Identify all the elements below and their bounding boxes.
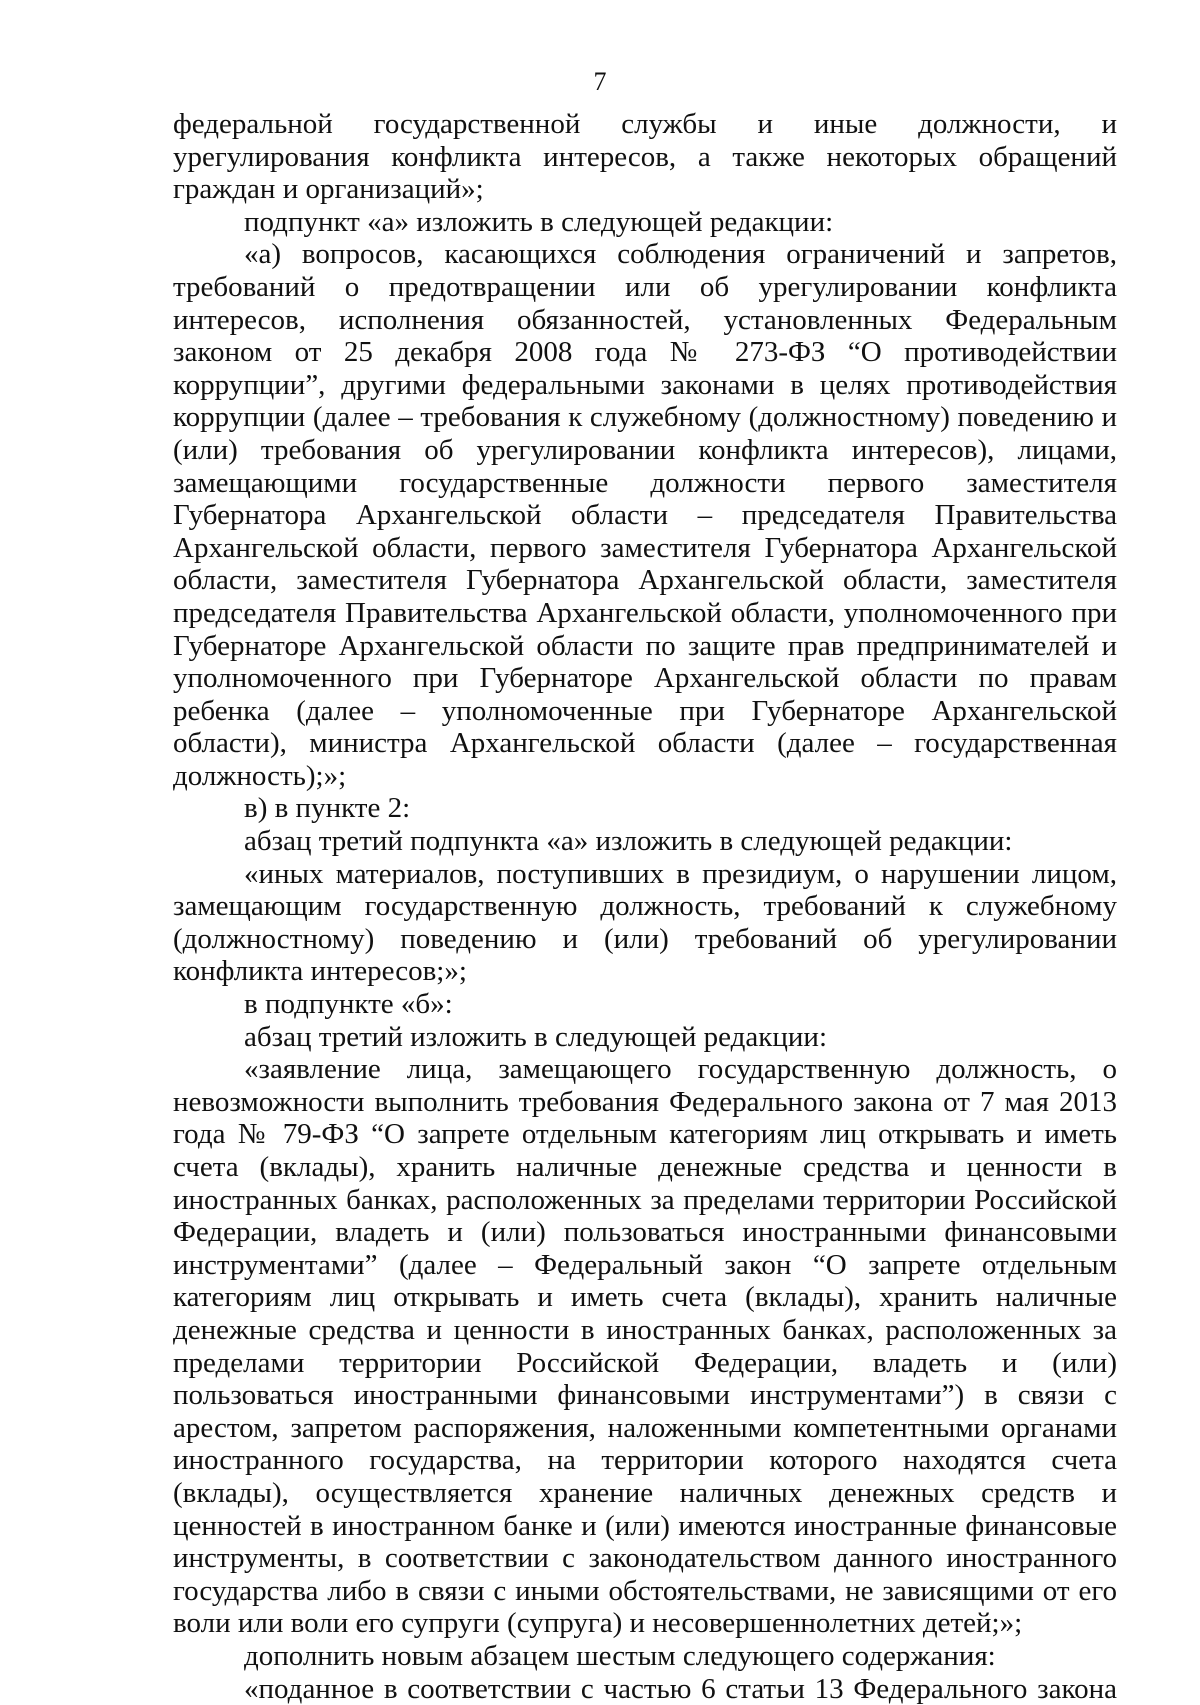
- paragraph-quoted-subitem-a: «а) вопросов, касающихся соблюдения ограничений и запретов, требований о предотвращении или об урегулировании конфликта интересов, исполнения обязанностей, установленных Федеральным законом от 25 декабря 2008 года № 273-ФЗ “О противодействии коррупции”, другими федеральными законами в целях противодействия коррупции (далее – требования к служебному (должностному) поведению и (или) требования об урегулировании конфликта интересов), лицами, замещающими государственные должности первого заместителя Губернатора Архангельской области – председателя Правительства Архангельской области, первого заместителя Губернатора Архангельской области, заместителя Губернатора Архангельской области, заместителя председателя Правительства Архангельской области, уполномоченного при Губернаторе Архангельской области по защите прав предпринимателей и уполномоченного при Губернаторе Архангельской области по правам ребенка (далее – уполномоченные при Губернаторе Архангельской области), министра Архангельской области (далее – государственная должность);»;: [173, 238, 1117, 792]
- paragraph-instruction: абзац третий подпункта «а» изложить в следующей редакции:: [173, 825, 1117, 858]
- paragraph-instruction: дополнить новым абзацем шестым следующего содержания:: [173, 1640, 1117, 1673]
- paragraph-instruction: в подпункте «б»:: [173, 988, 1117, 1021]
- paragraph-quoted-text: «заявление лица, замещающего государственную должность, о невозможности выполнить требования Федерального закона от 7 мая 2013 года № 79-ФЗ “О запрете отдельным категориям лиц открывать и иметь счета (вклады), хранить наличные денежные средства и ценности в иностранных банках, расположенных за пределами территории Российской Федерации, владеть и (или) пользоваться иностранными финансовыми инструментами” (далее – Федеральный закон “О запрете отдельным категориям лиц открывать и иметь счета (вклады), хранить наличные денежные средства и ценности в иностранных банках, расположенных за пределами территории Российской Федерации, владеть и (или) пользоваться иностранными финансовыми инструментами”) в связи с арестом, запретом распоряжения, наложенными компетентными органами иностранного государства, на территории которого находятся счета (вклады), осуществляется хранение наличных денежных средств и ценностей в иностранном банке и (или) имеются иностранные финансовые инструменты, в соответствии с законодательством данного иностранного государства либо в связи с иными обстоятельствами, не зависящими от его воли или воли его супруги (супруга) и несовершеннолетних детей;»;: [173, 1053, 1117, 1640]
- paragraph-instruction: абзац третий изложить в следующей редакции:: [173, 1021, 1117, 1054]
- paragraph-quoted-text-start: «поданное в соответствии с частью 6 статьи 13 Федерального закона: [173, 1673, 1117, 1705]
- paragraph-quoted-text: «иных материалов, поступивших в президиум, о нарушении лицом, замещающим государственную должность, требований к служебному (должностному) поведению и (или) требований об урегулировании конфликта интересов;»;: [173, 858, 1117, 988]
- paragraph-item-v: в) в пункте 2:: [173, 792, 1117, 825]
- paragraph-continuation: федеральной государственной службы и иные должности, и урегулирования конфликта интересов, а также некоторых обращений граждан и организаций»;: [173, 108, 1117, 206]
- paragraph-instruction: подпункт «а» изложить в следующей редакции:: [173, 206, 1117, 239]
- page-number: 7: [0, 67, 1200, 97]
- document-body: [173, 108, 1117, 1705]
